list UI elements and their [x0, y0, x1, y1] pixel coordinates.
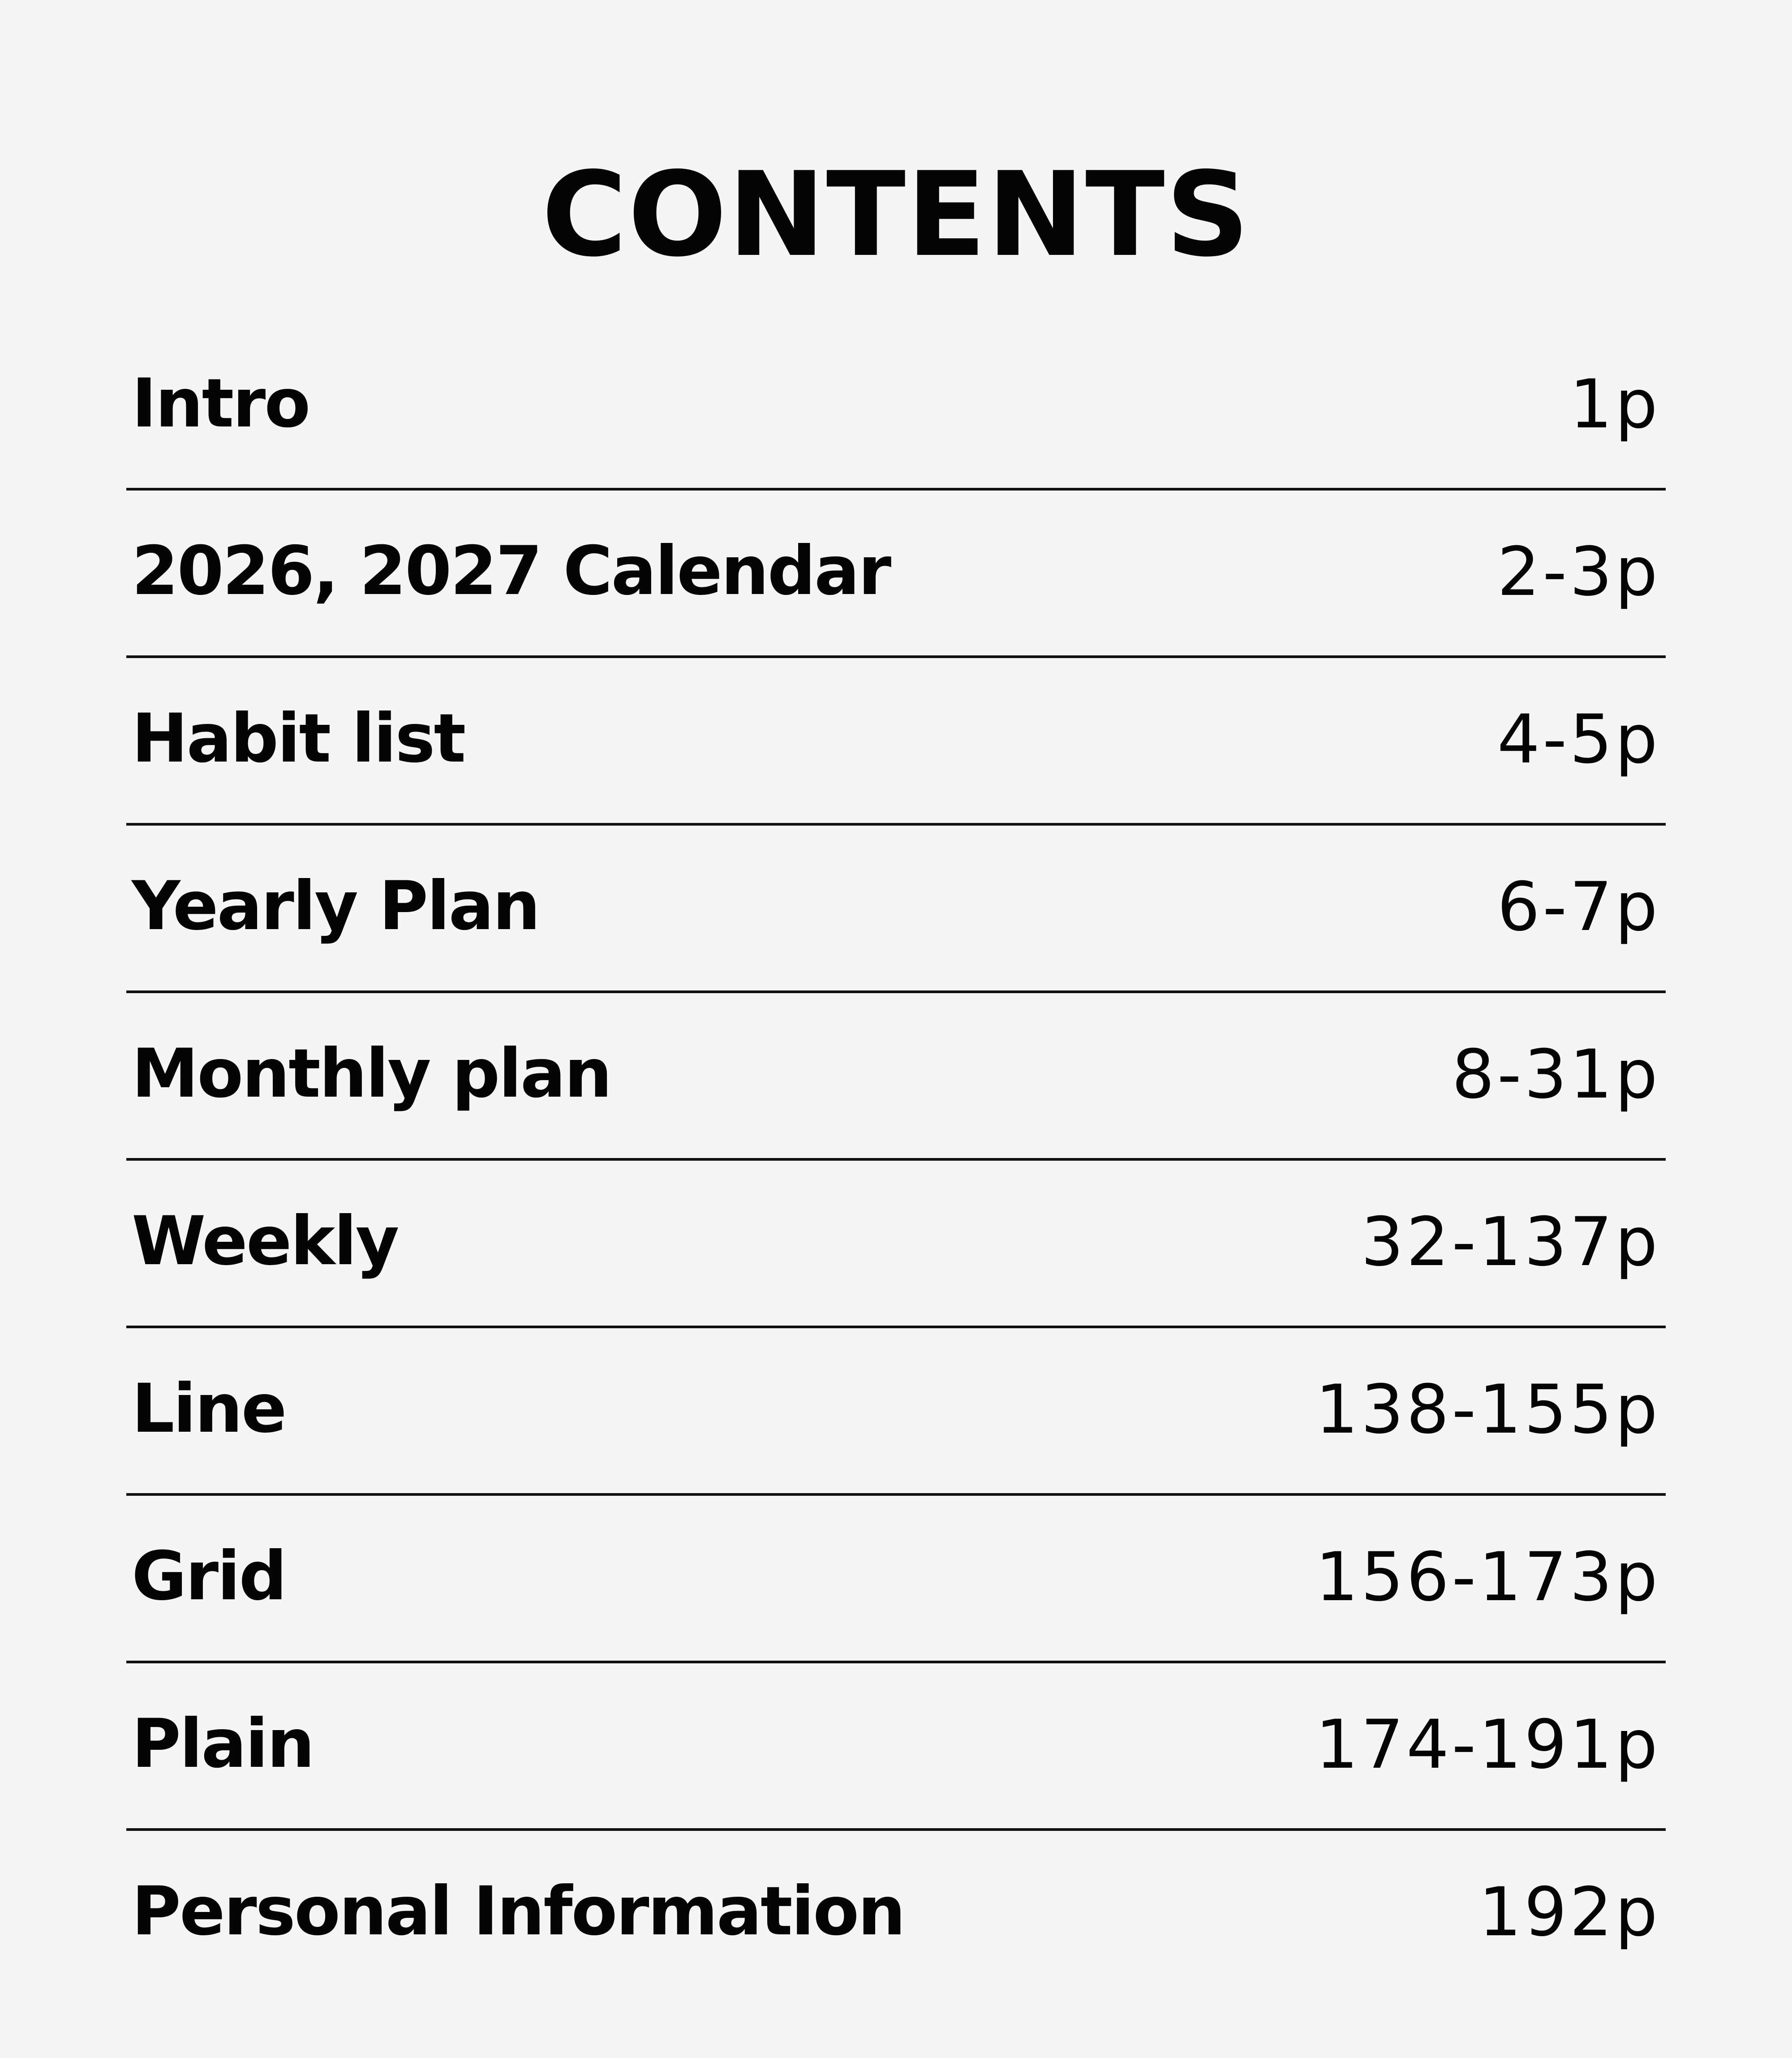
toc-entry-label: Weekly [132, 1202, 398, 1280]
toc-entry-label: Habit list [132, 700, 465, 778]
toc-entry-label: 2026, 2027 Calendar [132, 532, 890, 610]
toc-row-yearly-plan [126, 826, 1666, 993]
toc-entry-pages: 4-5p [1497, 701, 1660, 779]
toc-entry-label: Yearly Plan [132, 867, 539, 945]
toc-entry-pages: 192p [1478, 1873, 1660, 1951]
table-of-contents [126, 323, 1666, 1998]
toc-entry-pages: 1p [1569, 366, 1660, 443]
toc-entry-label: Plain [132, 1705, 314, 1783]
toc-entry-pages: 2-3p [1497, 533, 1660, 611]
toc-entry-label: Personal Information [132, 1873, 904, 1950]
toc-row-personal-information [126, 1831, 1666, 1998]
toc-entry-label: Grid [132, 1537, 286, 1615]
toc-entry-pages: 174-191p [1315, 1706, 1660, 1784]
toc-row-grid [126, 1496, 1666, 1663]
toc-row-calendar [126, 491, 1666, 658]
toc-entry-label: Line [132, 1370, 286, 1448]
toc-entry-pages: 32-137p [1361, 1203, 1660, 1281]
toc-entry-pages: 138-155p [1315, 1371, 1660, 1449]
toc-entry-pages: 6-7p [1497, 868, 1660, 946]
toc-entry-pages: 8-31p [1452, 1036, 1660, 1114]
toc-entry-pages: 156-173p [1315, 1538, 1660, 1616]
page-title: CONTENTS [541, 147, 1251, 283]
toc-row-line [126, 1328, 1666, 1496]
toc-entry-label: Intro [132, 365, 309, 443]
toc-row-intro [126, 323, 1666, 491]
toc-row-habit-list [126, 658, 1666, 826]
toc-row-plain [126, 1663, 1666, 1831]
toc-row-weekly [126, 1161, 1666, 1328]
toc-entry-label: Monthly plan [132, 1035, 611, 1113]
toc-row-monthly-plan [126, 993, 1666, 1161]
